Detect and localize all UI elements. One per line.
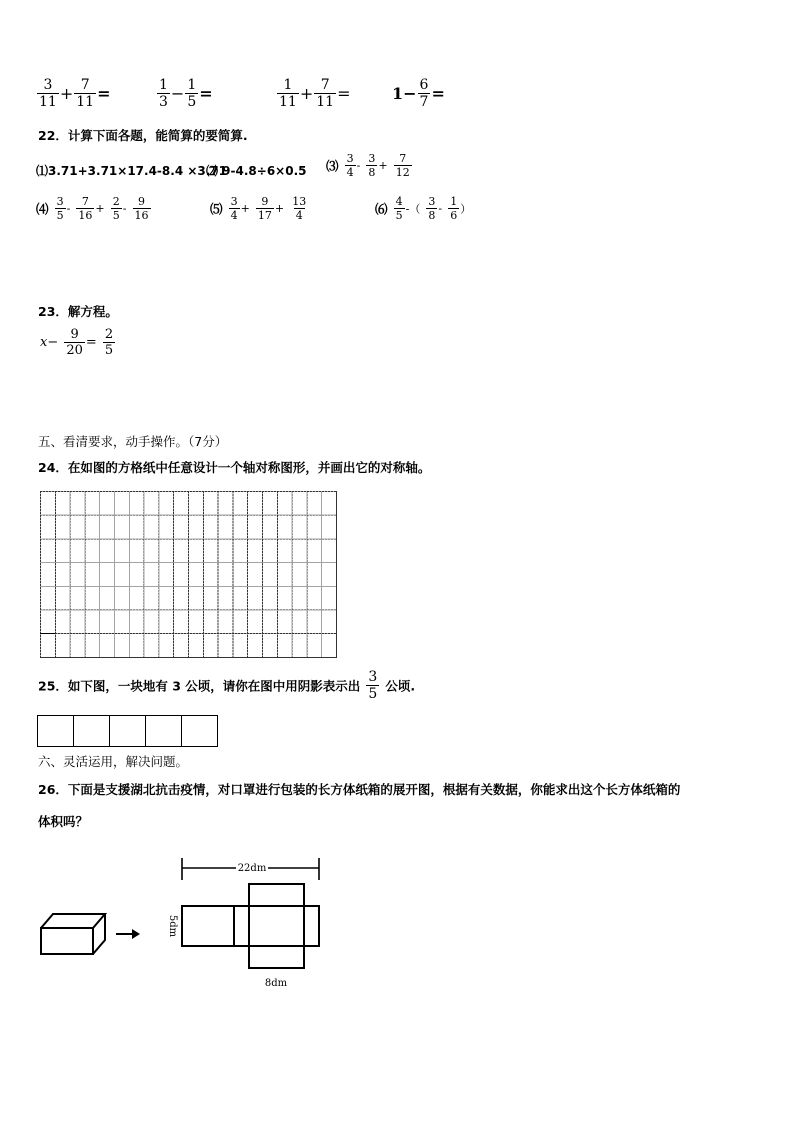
q22-part4: ⑷ $\frac{3}{5}$ - $\frac{7}{16}$ + $\frac{2}{5}$ - $\frac{9}{16}$ <box>36 195 149 222</box>
land-cell[interactable] <box>73 715 110 747</box>
cuboid-icon <box>41 914 105 954</box>
section-5-heading: 五、看清要求，动手操作。（7分） <box>38 434 228 449</box>
land-cell[interactable] <box>37 715 74 747</box>
expr-2: $\frac{1}{3}$ − $\frac{1}{5}$ = <box>159 77 213 110</box>
dim-left-label: 5dm <box>167 914 178 938</box>
grid-segment <box>40 633 55 634</box>
q25-text: 25．如下图，一块地有 3 公顷，请你在图中用阴影表示出 $\frac{3}{5}$ 公顷. <box>38 669 416 702</box>
q22-part5: ⑸ $\frac{3}{4}$ + $\frac{9}{17}$ + $\frac{13}{4}$ <box>210 195 307 222</box>
expr-1: $\frac{3}{11}$ + $\frac{7}{11}$ = <box>39 77 111 110</box>
grid-paper[interactable] <box>40 491 337 658</box>
arrow-right-icon <box>116 929 140 939</box>
q23-title: 23．解方程。 <box>38 304 118 319</box>
q22-part1: ⑴3.71+3.71×17.4-8.4 ×3.71 <box>36 164 228 178</box>
q22-title: 22．计算下面各题，能简算的要简算. <box>38 128 248 143</box>
land-cell[interactable] <box>181 715 218 747</box>
q22-part2: ⑵ 9-4.8÷6×0.5 <box>206 164 307 178</box>
dim-bottom-label: 8dm <box>264 978 288 989</box>
land-cell[interactable] <box>109 715 146 747</box>
expr-3: $\frac{1}{11}$ + $\frac{7}{11}$ = <box>279 77 351 110</box>
q22-part3: ⑶ $\frac{3}{4}$ - $\frac{3}{8}$ + $\frac{7}{12}$ <box>326 152 410 179</box>
expr-4: 1− $\frac{6}{7}$ = <box>392 77 445 110</box>
q24-text: 24．在如图的方格纸中任意设计一个轴对称图形，并画出它的对称轴。 <box>38 460 431 475</box>
dim-top-label: 22dm <box>237 863 267 874</box>
section-6-heading: 六、灵活运用，解决问题。 <box>38 754 189 769</box>
box-net <box>182 884 319 968</box>
land-cell[interactable] <box>145 715 182 747</box>
q26-line2: 体积吗？ <box>38 814 89 829</box>
box-net-diagram <box>36 852 336 992</box>
q23-equation: x− $\frac{9}{20}$ = $\frac{2}{5}$ <box>40 327 114 358</box>
q22-part6: ⑹ $\frac{4}{5}$ -（ $\frac{3}{8}$ - $\frac{1}{6}$ ） <box>375 195 472 222</box>
q26-line1: 26．下面是支援湖北抗击疫情，对口罩进行包装的长方体纸箱的展开图，根据有关数据，你能求出这个长方体纸箱的 <box>38 782 681 797</box>
land-strip[interactable] <box>38 715 218 747</box>
